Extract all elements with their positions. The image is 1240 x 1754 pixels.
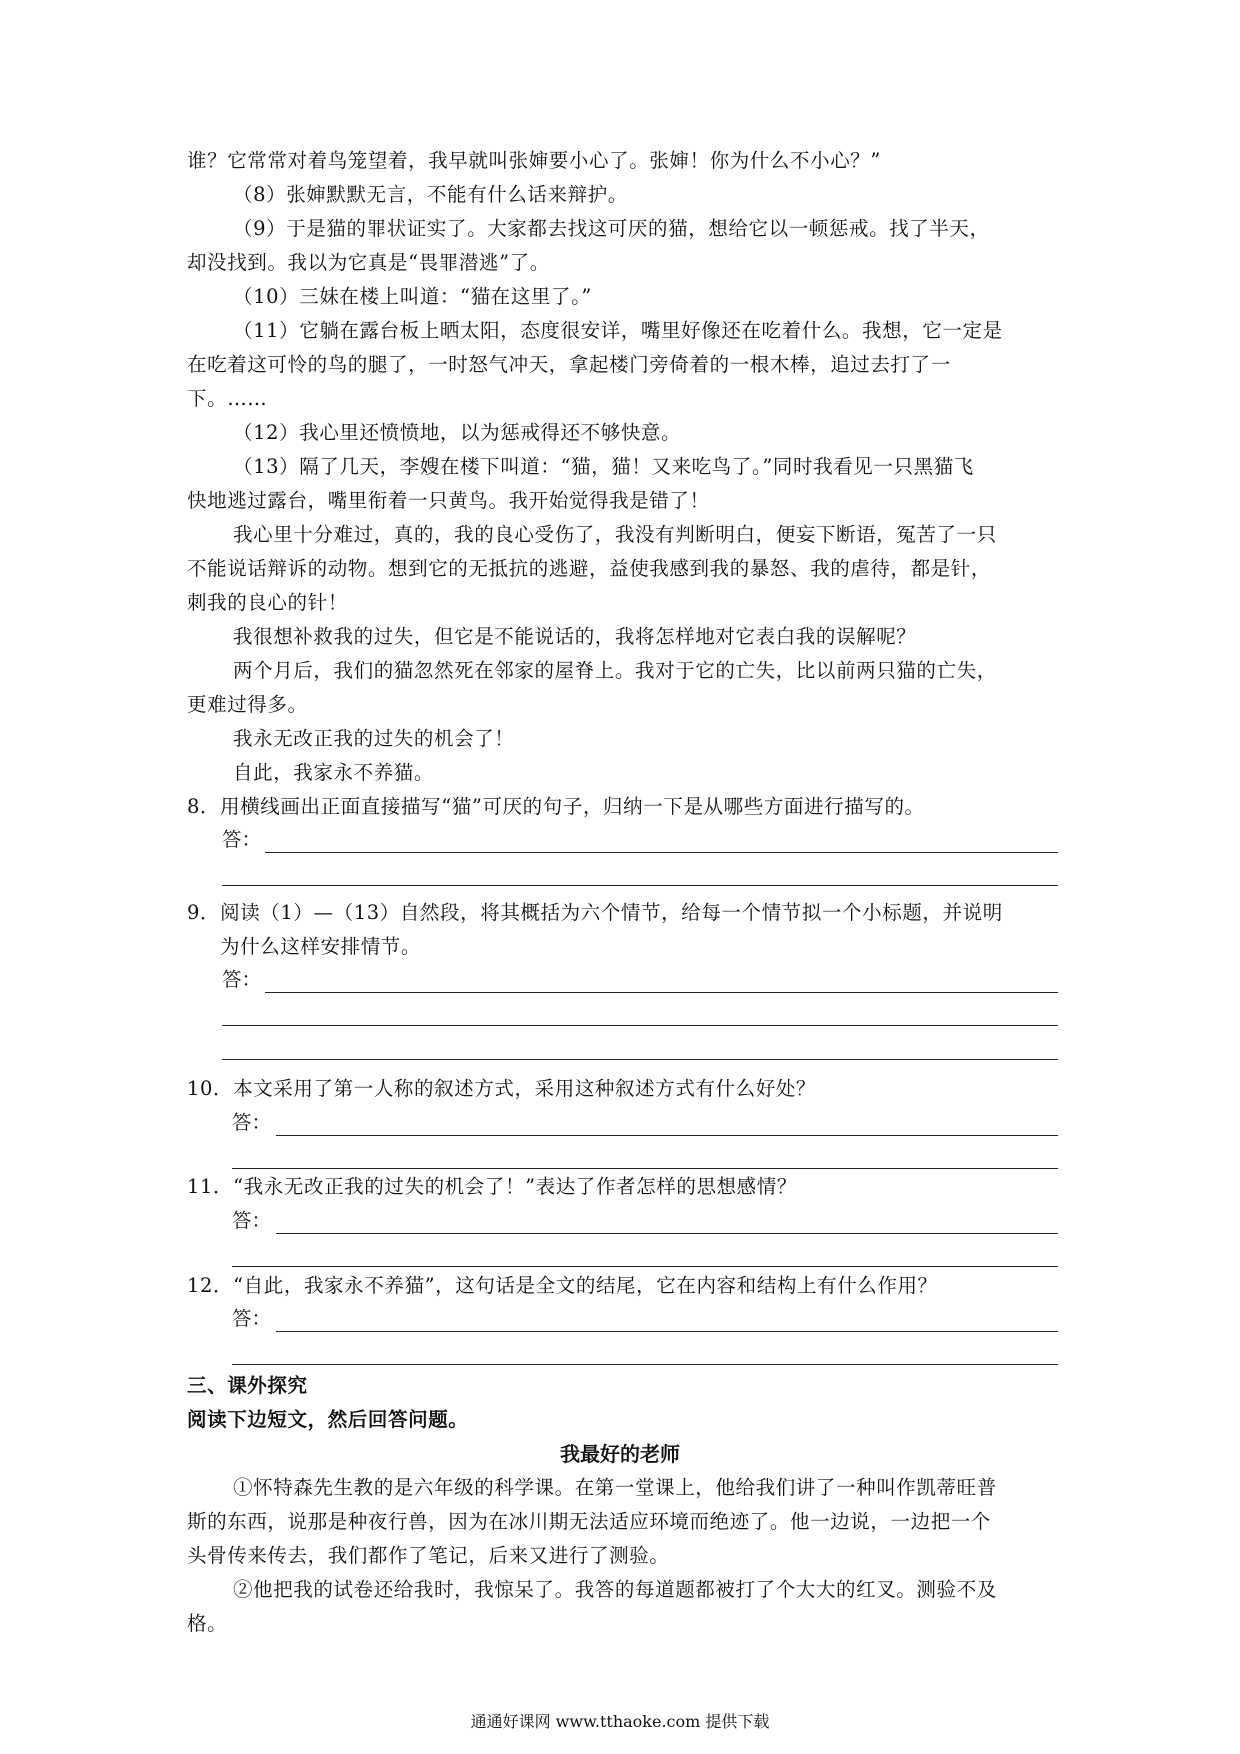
passage-line: 下。…… [187,387,268,410]
answer-line[interactable] [222,1025,1058,1026]
answer-label: 答： [232,1111,272,1134]
passage-line: 谁？它常常对着鸟笼望着，我早就叫张婶要小心了。张婶！你为什么不小心？” [187,149,881,172]
passage-line: 更难过得多。 [187,693,308,716]
passage-line: 刺我的良心的针！ [187,591,348,614]
passage-paragraph-11: （11）它躺在露台板上晒太阳，态度很安详，嘴里好像还在吃着什么。我想，它一定是 [233,319,1003,342]
passage-paragraph-8: （8）张婶默默无言，不能有什么话来辩护。 [233,183,628,206]
question-8: 8．用横线画出正面直接描写“猫”可厌的句子，归纳一下是从哪些方面进行描写的。 [187,795,925,818]
question-11: 11．“我永无改正我的过失的机会了！”表达了作者怎样的思想感情？ [187,1175,797,1198]
article-line: 斯的东西，说那是种夜行兽，因为在冰川期无法适应环境而绝迹了。他一边说，一边把一个 [187,1510,992,1533]
passage-paragraph: 我永无改正我的过失的机会了！ [233,727,515,750]
answer-label: 答： [222,968,262,991]
article-paragraph-1: ①怀特森先生教的是六年级的科学课。在第一堂课上，他给我们讲了一种叫作凯蒂旺普 [233,1476,997,1499]
passage-paragraph: 我很想补救我的过失，但它是不能说话的，我将怎样地对它表白我的误解呢？ [233,625,917,648]
answer-line[interactable] [276,1331,1058,1332]
passage-paragraph-10: （10）三妹在楼上叫道：“猫在这里了。” [233,285,593,308]
page-footer: 通通好课网 www.tthaoke.com 提供下载 [470,1712,770,1731]
question-12: 12．“自此，我家永不养猫”，这句话是全文的结尾，它在内容和结构上有什么作用？ [187,1274,938,1297]
article-title: 我最好的老师 [560,1442,680,1466]
passage-line: 不能说话辩诉的动物。想到它的无抵抗的逃避，益使我感到我的暴怒、我的虐待，都是针， [187,557,992,580]
section-instruction: 阅读下边短文，然后回答问题。 [187,1408,469,1431]
answer-line[interactable] [232,1266,1058,1267]
answer-line[interactable] [276,1135,1058,1136]
answer-line[interactable] [276,1233,1058,1234]
passage-paragraph: 两个月后，我们的猫忽然死在邻家的屋脊上。我对于它的亡失，比以前两只猫的亡失， [233,659,997,682]
passage-paragraph: 我心里十分难过，真的，我的良心受伤了，我没有判断明白，便妄下断语，冤苦了一只 [233,523,997,546]
question-9: 9．阅读（1）—（13）自然段，将其概括为六个情节，给每一个情节拟一个小标题，并说明 [187,901,1003,924]
section-heading: 三、课外探究 [187,1374,308,1397]
article-line: 头骨传来传去，我们都作了笔记，后来又进行了测验。 [187,1544,670,1567]
passage-paragraph-9: （9）于是猫的罪状证实了。大家都去找这可厌的猫，想给它以一顿惩戒。找了半天， [233,217,990,240]
answer-line[interactable] [265,852,1058,853]
answer-line[interactable] [222,885,1058,886]
article-line: 格。 [187,1612,228,1635]
answer-line[interactable] [265,992,1058,993]
passage-paragraph: 自此，我家永不养猫。 [233,761,435,784]
question-10: 10．本文采用了第一人称的叙述方式，采用这种叙述方式有什么好处？ [187,1077,817,1100]
answer-label: 答： [232,1209,272,1232]
passage-paragraph-12: （12）我心里还愤愤地，以为惩戒得还不够快意。 [233,421,682,444]
passage-paragraph-13: （13）隔了几天，李嫂在楼下叫道：“猫，猫！又来吃鸟了。”同时我看见一只黑猫飞 [233,455,974,478]
answer-line[interactable] [222,1059,1058,1060]
passage-line: 在吃着这可怜的鸟的腿了，一时怒气冲天，拿起楼门旁倚着的一根木棒，追过去打了一 [187,353,951,376]
answer-label: 答： [222,828,262,851]
question-9-continued: 为什么这样安排情节。 [220,935,422,958]
article-paragraph-2: ②他把我的试卷还给我时，我惊呆了。我答的每道题都被打了个大大的红叉。测验不及 [233,1578,997,1601]
answer-line[interactable] [232,1168,1058,1169]
answer-line[interactable] [232,1364,1058,1365]
passage-line: 却没找到。我以为它真是“畏罪潜逃”了。 [187,251,550,274]
passage-line: 快地逃过露台，嘴里衔着一只黄鸟。我开始觉得我是错了！ [187,489,710,512]
answer-label: 答： [232,1307,272,1330]
